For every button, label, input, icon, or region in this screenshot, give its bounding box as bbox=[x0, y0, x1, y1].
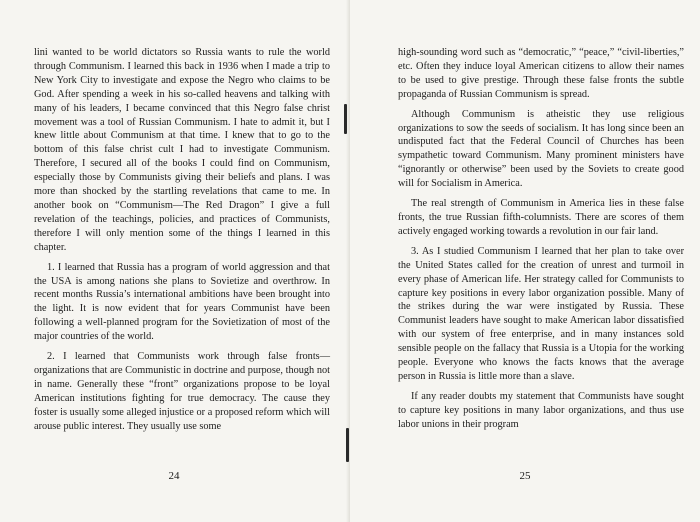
paragraph: 2. I learned that Communists work through false fronts—organizations that are Communistic in doctrine and purpose, though not in name. Generally these “front” organizations propose to be loyal American institutions fighting for true democracy. The cause they foster is usually some alleged injustice or a proposed reform which will arouse public interest. They usually use some bbox=[34, 351, 330, 432]
paragraph: Although Communism is atheistic they use religious organizations to sow the seeds of socialism. It has long since been an undisputed fact that the Federal Council of Churches has been sympathetic toward Communism. Many prominent ministers have “ignorantly or otherwise” been used by the Soviets to create good will for Socialism in America. bbox=[398, 108, 684, 190]
paragraph: 3. As I studied Communism I learned that her plan to take over the United States called for the creation of unrest and turmoil in every phase of American life. Her strategy called for Communists to capture key positions in every labor organization possible. Many of the strikes during the war were instigated by Russia. These Communist leaders have sought to make American labor dissatisfied with our system of free enterprise, and in many instances sold sensible people on the fallacy that Russia is a Utopia for the working people. Everyone who knows the facts knows that the average person in Russia is little more than a slave. bbox=[398, 245, 684, 382]
right-page bbox=[350, 0, 700, 522]
binding-mark-bottom bbox=[346, 428, 349, 462]
paragraph: high-sounding word such as “democratic,” “peace,” “civil-liberties,” etc. Often they induce loyal American citizens to allow their names to be used to give prestige. Through these false fronts the subtle propaganda of Russian Communism is spread. bbox=[398, 47, 684, 100]
paragraph: lini wanted to be world dictators so Russia wants to rule the world through Communism. I learned this back in 1936 when I made a trip to New York City to investigate and expose the Negro who claims to be God. After spending a week in his so-called heavens and talking with many of his leaders, I became convinced that this Negro false christ movement was a tool of Russian Communism. I hate to admit it, but I knew little about Communism at that time. I knew that to go to the bottom of this false christ cult I had to investigate Communism. Therefore, I secured all of the books I could find on Communism, especially those by Communists giving their beliefs and plans. I was more than shocked by the startling revelations that came to me. In another book on “Communism—The Red Dragon” I give a full revelation of the teachings, policies, and practices of Communists, therefore I will only mention some of the things I learned in this chapter. bbox=[34, 47, 330, 253]
right-page-text bbox=[398, 46, 684, 438]
left-page-text bbox=[34, 46, 330, 439]
paragraph: If any reader doubts my statement that Communists have sought to capture key positions in many labor organizations, and thus use labor unions in their program bbox=[398, 390, 684, 430]
page-number-right: 25 bbox=[519, 470, 531, 482]
paragraph: The real strength of Communism in America lies in these false fronts, the true Russian fifth-columnists. There are scores of them actively engaged working towards a revolution in our fair land. bbox=[398, 198, 684, 237]
left-page bbox=[0, 0, 348, 522]
binding-mark-top bbox=[344, 104, 347, 134]
paragraph: 1. I learned that Russia has a program of world aggression and that the USA is among nations she plans to Sovietize and overthrow. In recent months Russia’s international ambitions have been brought into the light. It is now evident that for years Communist have been following a well-planned program for the Sovietization of most of the major countries of the world. bbox=[34, 261, 330, 343]
page-number-left: 24 bbox=[168, 470, 180, 482]
